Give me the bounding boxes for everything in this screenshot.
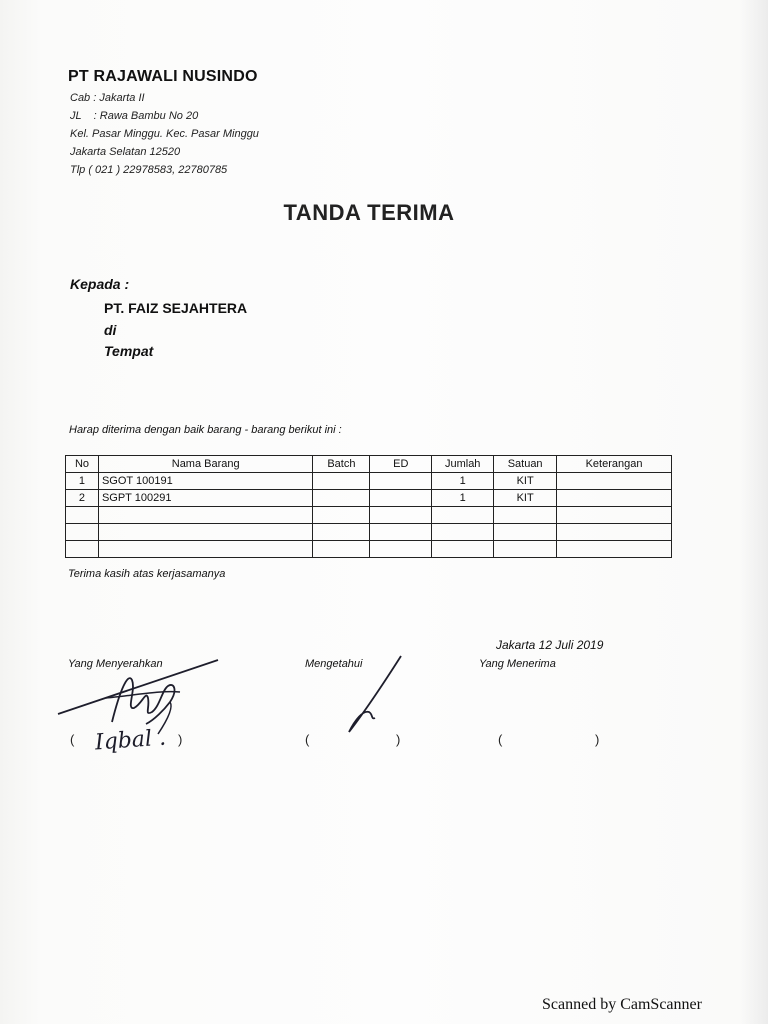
- cell-batch: [313, 507, 370, 524]
- company-district: Kel. Pasar Minggu. Kec. Pasar Minggu: [70, 128, 259, 140]
- header-satuan: Satuan: [494, 456, 557, 473]
- table-header-row: [66, 456, 672, 473]
- cell-ed: [370, 507, 432, 524]
- cell-jumlah: [432, 507, 494, 524]
- table-row: [66, 541, 672, 558]
- sender-handwritten-name: Iqbal .: [94, 725, 167, 756]
- cell-ed: [370, 490, 432, 507]
- cell-batch: [313, 524, 370, 541]
- cell-no: 1: [66, 473, 99, 490]
- cell-satuan: [494, 507, 557, 524]
- header-ed: ED: [370, 456, 432, 473]
- intro-text: Harap diterima dengan baik barang - barang berikut ini :: [69, 424, 342, 436]
- cell-nama-barang: [98, 507, 312, 524]
- thanks-text: Terima kasih atas kerjasamanya: [68, 568, 226, 580]
- cell-batch: [313, 541, 370, 558]
- items-table: [65, 455, 672, 558]
- cell-no: [66, 524, 99, 541]
- witness-signature: [335, 650, 415, 740]
- receiver-paren-open: (: [498, 732, 503, 747]
- cell-satuan: [494, 524, 557, 541]
- company-name: PT RAJAWALI NUSINDO: [68, 68, 258, 85]
- table-row: [66, 490, 672, 507]
- company-street: JL : Rawa Bambu No 20: [70, 110, 199, 122]
- company-city: Jakarta Selatan 12520: [70, 146, 181, 158]
- cell-jumlah: 1: [432, 473, 494, 490]
- cell-ed: [370, 524, 432, 541]
- cell-no: [66, 541, 99, 558]
- cell-satuan: KIT: [494, 473, 557, 490]
- date-text: Jakarta 12 Juli 2019: [496, 638, 604, 652]
- cell-ed: [370, 541, 432, 558]
- cell-keterangan: [557, 524, 672, 541]
- cell-keterangan: [557, 490, 672, 507]
- cell-jumlah: [432, 524, 494, 541]
- cell-nama-barang: [98, 541, 312, 558]
- header-batch: Batch: [313, 456, 370, 473]
- receiver-label: Yang Menerima: [479, 658, 556, 670]
- cell-satuan: [494, 541, 557, 558]
- sender-paren-open: (: [70, 732, 75, 747]
- receiver-paren-close: ): [595, 732, 600, 747]
- cell-jumlah: [432, 541, 494, 558]
- table-row: [66, 524, 672, 541]
- cell-batch: [313, 490, 370, 507]
- cell-jumlah: 1: [432, 490, 494, 507]
- table-row: [66, 507, 672, 524]
- cell-satuan: KIT: [494, 490, 557, 507]
- sender-paren-close: ): [178, 732, 183, 747]
- header-jumlah: Jumlah: [432, 456, 494, 473]
- table-row: [66, 473, 672, 490]
- cell-ed: [370, 473, 432, 490]
- cell-no: [66, 507, 99, 524]
- recipient-place: Tempat: [104, 343, 154, 359]
- cell-no: 2: [66, 490, 99, 507]
- company-branch: Cab : Jakarta II: [70, 92, 145, 104]
- cell-keterangan: [557, 473, 672, 490]
- cell-batch: [313, 473, 370, 490]
- recipient-name: PT. FAIZ SEJAHTERA: [104, 300, 248, 316]
- sender-label: Yang Menyerahkan: [68, 658, 163, 670]
- header-nama-barang: Nama Barang: [98, 456, 312, 473]
- cell-keterangan: [557, 541, 672, 558]
- company-phone: Tlp ( 021 ) 22978583, 22780785: [70, 164, 228, 176]
- cell-nama-barang: SGOT 100191: [98, 473, 312, 490]
- witness-paren-open: (: [305, 732, 310, 747]
- cell-keterangan: [557, 507, 672, 524]
- cell-nama-barang: [98, 524, 312, 541]
- recipient-label: Kepada :: [70, 276, 130, 292]
- witness-paren-close: ): [396, 732, 401, 747]
- header-no: No: [66, 456, 99, 473]
- recipient-di: di: [104, 322, 117, 338]
- scanner-watermark: Scanned by CamScanner: [542, 996, 702, 1013]
- header-keterangan: Keterangan: [557, 456, 672, 473]
- cell-nama-barang: SGPT 100291: [98, 490, 312, 507]
- witness-label: Mengetahui: [305, 658, 363, 670]
- document-title: TANDA TERIMA: [283, 200, 455, 225]
